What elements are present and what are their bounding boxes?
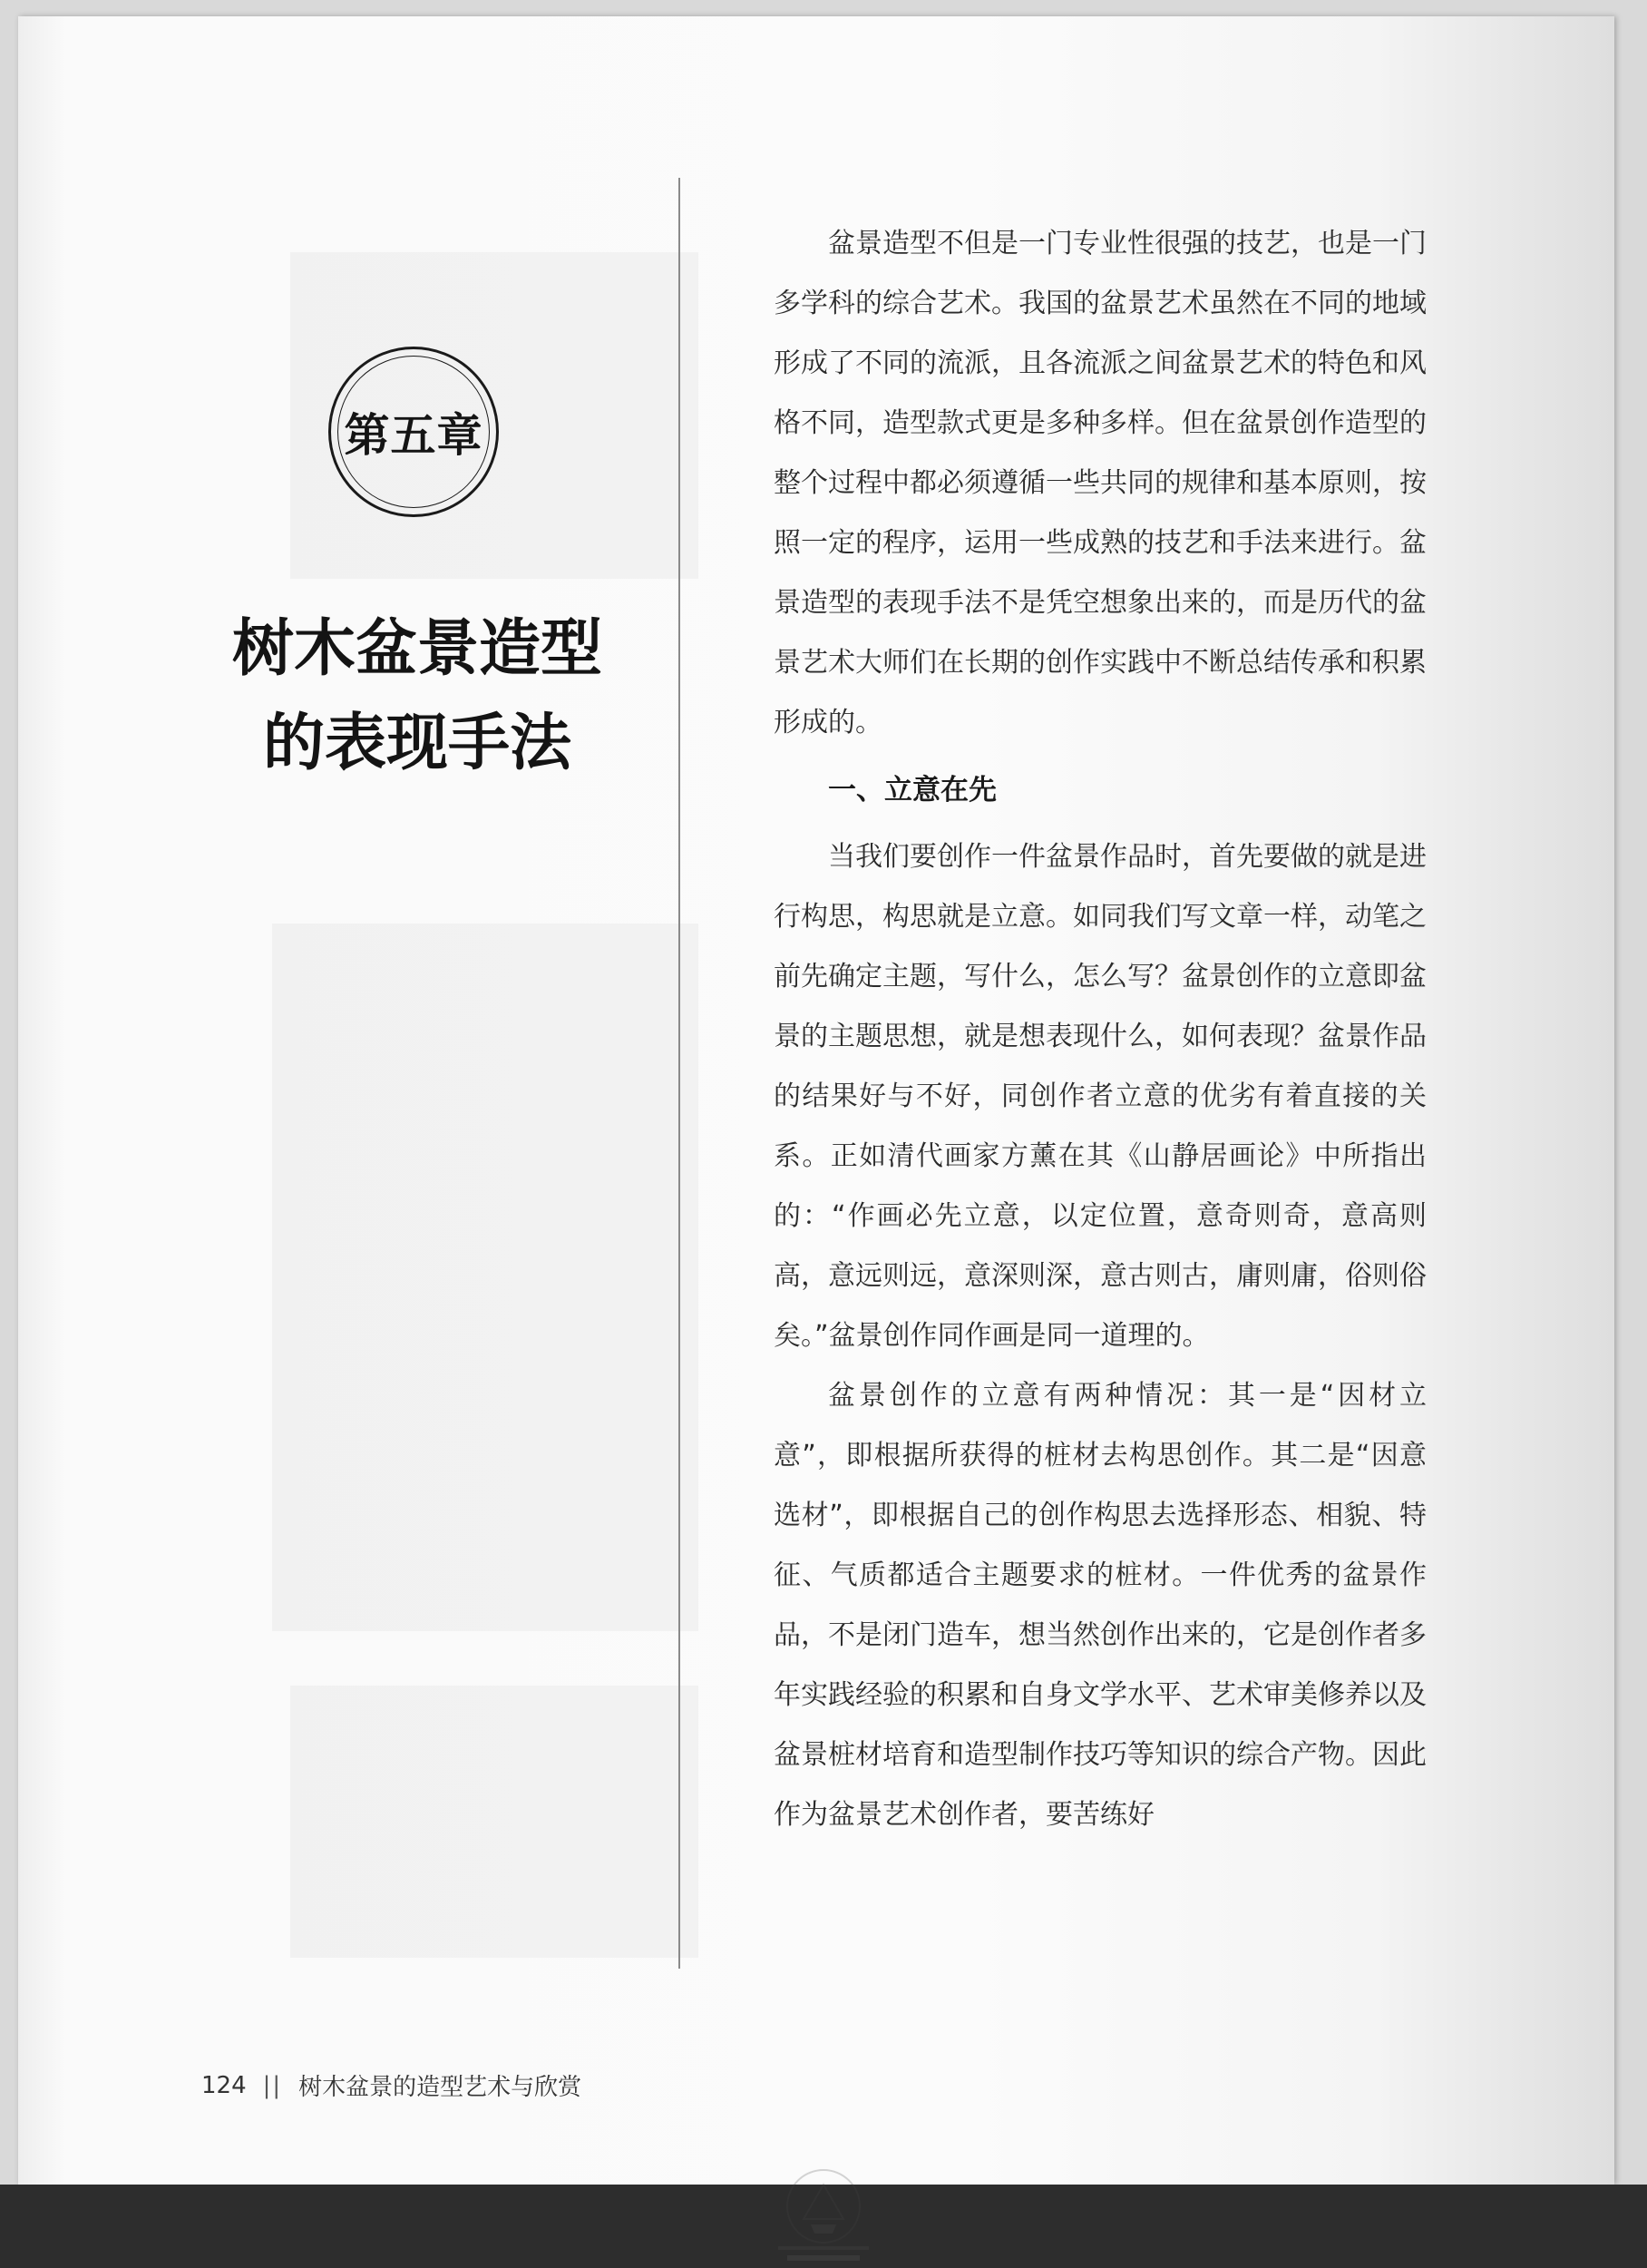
page-number: 124 — [201, 2071, 247, 2099]
running-title: 树木盆景的造型艺术与欣赏 — [298, 2074, 582, 2101]
body-text-column — [774, 214, 1427, 1845]
chapter-title — [209, 602, 626, 791]
section-paragraph-2: 盆景创作的立意有两种情况：其一是“因材立意”，即根据所获得的桩材去构思创作。其二是“因意选材”，即根据自己的创作构思去选择形态、相貌、特征、气质都适合主题要求的桩材。一件优秀的盆景作品，不是闭门造车，想当然创作出来的，它是创作者多年实践经验的积累和自身文学水平、艺术审美修养以及盆景桩材培育和造型制作技巧等知识的综合产物。因此作为盆景艺术创作者，要苦练好 — [774, 1380, 1427, 1831]
page-footer — [201, 2068, 581, 2102]
section-paragraph-1: 当我们要创作一件盆景作品时，首先要做的就是进行构思，构思就是立意。如同我们写文章一样，动笔之前先确定主题，写什么，怎么写？盆景创作的立意即盆景的主题思想，就是想表现什么，如何表现？盆景作品的结果好与不好，同创作者立意的优劣有着直接的关系。正如清代画家方薰在其《山静居画论》中所指出的：“作画必先立意，以定位置，意奇则奇，意高则高，意远则远，意深则深，意古则古，庸则庸，俗则俗矣。”盆景创作同作画是同一道理的。 — [774, 841, 1427, 1352]
chapter-label: 第五章 — [344, 409, 483, 462]
chapter-title-line-1: 树木盆景造型 — [231, 613, 602, 685]
chapter-badge-inner-ring — [337, 356, 490, 508]
column-divider — [678, 178, 680, 1969]
chapter-title-line-2: 的表现手法 — [262, 708, 571, 779]
intro-paragraph: 盆景造型不但是一门专业性很强的技艺，也是一门多学科的综合艺术。我国的盆景艺术虽然在不同的地域形成了不同的流派，且各流派之间盆景艺术的特色和风格不同，造型款式更是多种多样。但在盆景创作造型的整个过程中都必须遵循一些共同的规律和基本原则，按照一定的程序，运用一些成熟的技艺和手法来进行。盆景造型的表现手法不是凭空想象出来的，而是历代的盆景艺术大师们在长期的创作实践中不断总结传承和积累形成的。 — [774, 228, 1427, 738]
chapter-badge — [328, 347, 499, 517]
show-through-figure — [272, 924, 698, 1631]
section-heading: 一、立意在先 — [828, 774, 997, 807]
footer-separator: || — [262, 2071, 283, 2099]
show-through-caption — [290, 1686, 698, 1958]
site-watermark-logo — [760, 2165, 887, 2268]
